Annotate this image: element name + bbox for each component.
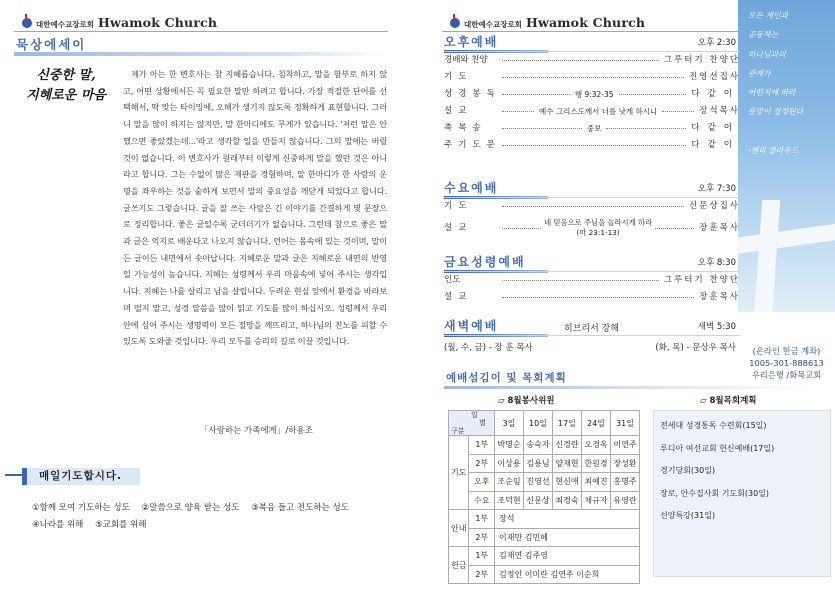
dotted-leader [606,128,686,129]
church-logo-icon [450,18,460,28]
dawn-leader-tt: (화, 목) - 문상우 목사 [655,343,736,353]
cross-icon [754,200,780,312]
service-row [444,86,740,103]
dawn-subtitle: 히브리서 강해 [564,324,620,334]
duty-group: 기도 [449,436,469,510]
service-row-label: 설교 [444,222,473,233]
plan-item: 장로, 안수집사회 기도회(30일) [660,488,770,498]
header-divider [14,31,388,32]
service-title: 오후예배 [444,35,499,49]
service-time: 오후 2:30 [697,38,736,48]
duty-cell-span: 김정인 이미란 김연주 이순희 [495,565,640,584]
meditation-body: 제가 아는 한 변호사는 참 지혜롭습니다. 침착하고, 말을 함부로 하지 않고, 어떤 상황에서든 꼭 필요한 말만 하려고 합니다. 가장 적절한 단어를 선택해서, 딱 맞는 타이밍에, 오해가 생기지 않도록 정확하게 표현합니다. 그러니 말을 많이 하지는 않지만, 말 한마디에도 무게가 있습니다. '저런 말은 안 했으면 좋았겠는데...'라고 생각할 일을 만들지 않습니다. 그의 말에는 버릴 것이 없습니다. 이 변호사가 원래부터 이렇게 신중하게 말을 했던 것은 아니라고 합니다. 그는 수없이 많은 재판을 경험하며, 말 한마디가 한 사람의 운명을 좌우하는 것을 숱하게 보면서 말의 중요성을 깨닫게 되었다고 합니다. 글쓰기도 그렇습니다. 글을 잘 쓰는 사람은 긴 이야기를 간결하게 몇 문장으로 정리합니다. 좋은 글일수록 군더더기가 없습니다. 그런데 참으로 좋은 말과 글은 억지로 배운다고 나오지 않습니다. 언어는 몸속에 있는 것이며, 말이든 글이든 내면에서 솟아납니다. 지혜로운 말과 글은 지혜로운 내면의 반영일 가능성이 높습니다. 지혜는 성령께서 우리 마음속에 넣어 주시는 생각입니다. 지혜는 나를 살리고 남을 살립니다. 두려운 현실 앞에서 환경을 바라보며 떨지 말고, 성경 말씀을 많이 읽고 기도를 많이 하십시오. 성령께서 우리 안에 심어 주시는 생명력이 모든 절망을 깨뜨리고, 하나님의 진노를 피할 수 있도록 도와줄 것입니다. 우리 모두를 승리의 길로 이끌 것입니다. [123,69,387,347]
service-row-label: 축복송 [444,123,487,133]
duty-cell: 최예진 [582,473,611,492]
prayer-item: ③복음 들고 전도하는 성도 [251,503,349,513]
dotted-leader [502,145,686,146]
duty-subgroup: 2부 [469,565,495,584]
duty-cell: 장성환 [611,454,640,473]
service-row-leader: 다같이 [691,89,740,99]
prayer-item: ①함께 모여 기도하는 성도 [32,503,130,513]
church-header-right [450,12,645,30]
service-time: 오후 7:30 [697,184,736,194]
sermon-title: 네 믿음으로 주님을 놀라시게 하라 [544,218,653,227]
service-row [444,289,740,306]
service-block [444,180,740,241]
plan-item: 루디아 여선교회 헌신예배(17일) [660,443,775,453]
notice-title: 예배섬김이 및 목회계획 [446,372,567,384]
quote-line: 어떤지에 따라 [748,88,796,98]
duty-cell: 홍명주 [611,473,640,492]
service-row [444,215,740,241]
duty-subgroup: 수요 [469,491,495,510]
quote-line: 하나님과의 [748,49,786,59]
service-row-leader: 다같이 [691,140,740,150]
section-bar [14,52,388,56]
document-icon: ▱ [700,396,707,406]
service-time: 오후 8:30 [697,258,736,268]
service-row [444,103,740,120]
date-header: 17일 [553,411,582,436]
service-row [444,137,740,154]
dawn-leader-mwf: (월, 수, 금) - 장 훈 목사 [444,343,533,353]
quote-line: 모든 계인과 [748,11,789,20]
service-row-leader: 진영선집사 [688,72,740,82]
duty-cell: 유영란 [611,491,640,510]
meditation-source: 「사랑하는 가족에게」/하용조 [200,426,313,436]
dotted-leader [662,111,694,112]
service-row-detail [544,218,652,238]
service-row [444,120,740,137]
meditation-title [26,66,106,106]
date-header: 24일 [582,411,611,436]
duty-cell: 송숙자 [524,436,553,455]
service-row-leader: 그루터기 찬양단 [663,55,740,65]
quote-line [748,122,834,141]
denomination-label: 대한예수교장로회 [464,20,522,29]
dawn-service [444,318,740,336]
prayer-list [32,500,392,534]
dotted-leader [502,297,694,298]
sermon-reference: (마 23:1-13) [576,228,620,237]
prayer-item: ④나라를 위해 [32,520,84,530]
service-row-label: 기도 [444,201,473,211]
service-row-leader: 장훈목사 [699,222,741,233]
dotted-leader [502,206,684,207]
service-row-label: 성경봉독 [444,89,501,99]
duty-subgroup: 1부 [469,510,495,529]
dotted-leader [502,128,582,129]
duty-table [448,410,640,584]
service-title: 수요예배 [444,181,499,195]
church-header [22,12,217,30]
service-row-label: 기도 [444,72,473,82]
service-row [444,52,740,69]
dotted-leader [502,94,570,95]
bank-name: 우리은행 /화목교회 [751,370,822,380]
dotted-leader [502,111,534,112]
duty-title [498,394,555,406]
duty-subgroup: 2부 [469,454,495,473]
duty-cell: 조덕현 [495,491,524,510]
duty-cell: 신문상 [524,491,553,510]
duty-subgroup: 1부 [469,547,495,566]
duty-cell: 최경숙 [553,491,582,510]
right-page [428,0,835,590]
dotted-leader [502,60,659,61]
meditation-title-line-1: 신중한 말, [36,68,96,83]
service-row-label: 인도 [444,275,461,285]
dotted-leader [502,280,659,281]
date-header: 31일 [611,411,640,436]
header-separator: 별 [479,419,486,427]
online-offering [738,345,835,381]
dawn-service-title: 새벽예배 [444,319,499,333]
dotted-leader [502,77,684,78]
service-block [444,34,740,154]
dotted-leader [619,94,687,95]
service-row [444,198,740,215]
meditation-title-line-2: 지혜로운 마음 [26,88,106,103]
duty-cell: 양재현 [553,454,582,473]
service-row-label: 설교 [444,292,473,302]
quote-line: 관계가 [748,68,771,78]
service-row [444,272,740,289]
duty-cell: 조순임 [495,473,524,492]
service-row-leader: 그루터기 찬양단 [663,275,740,285]
cross-beam [738,224,835,257]
service-row-leader: 신문상집사 [688,201,740,211]
prayer-item: ⑤교회를 위해 [95,520,147,530]
duty-cell: 이연주 [611,436,640,455]
service-bar-line [444,335,740,336]
service-row-detail: 예수 그리스도께서 너를 낫게 하시니 [538,107,658,116]
date-header: 10일 [524,411,553,436]
service-row-label: 경배와 찬양 [444,55,488,65]
duty-group: 안내 [449,510,469,547]
prayer-item: ②말씀으로 양육 받는 성도 [141,503,240,513]
header-divider [442,31,738,32]
dotted-leader [655,228,694,229]
duty-cell: 채규자 [582,491,611,510]
service-row-leader: 다같이 [691,123,741,133]
daily-prayer-title: 매일기도합시다. [22,468,140,485]
duty-cell-span: 이재만 김민혜 [495,528,640,547]
account-number: 1005-301-888613 [749,358,824,368]
service-block [444,254,740,306]
duty-cell: 신경란 [553,436,582,455]
plan-item: 전세대 성경통독 수련회(15일) [660,421,767,430]
table-corner-header [449,411,495,436]
duty-group: 헌금 [449,547,469,584]
denomination-label: 대한예수교장로회 [36,20,94,29]
church-name: Hwamok Church [525,15,646,30]
service-row [444,69,740,86]
duty-title-text: 8월봉사위원 [507,396,555,406]
duty-cell: 진영선 [524,473,553,492]
duty-subgroup: 2부 [469,528,495,547]
duty-cell: 박명순 [495,436,524,455]
church-logo-icon [22,18,32,28]
plan-title-text: 8월목회계획 [709,396,757,406]
service-row-leader: 장석목사 [699,106,741,116]
service-row-leader: 장훈목사 [699,292,740,302]
duty-cell: 김용님 [524,454,553,473]
duty-subgroup: 오후 [469,473,495,492]
dawn-leaders [444,340,740,357]
service-title: 금요성령예배 [444,255,526,269]
header-category: 구분 [451,427,465,435]
duty-cell: 한원경 [582,454,611,473]
duty-cell-span: 장석 [495,510,640,529]
meditation-section-title: 묵상에세이 [16,37,87,52]
online-offering-title: (온라인 헌금 계좌) [752,346,821,356]
service-row-detail: 중보 [586,124,602,133]
quote-line: 공동체는 [748,30,779,40]
quote-line: -헨리 클라우드 [748,146,799,156]
plan-item: 경기당회(30일) [660,466,716,475]
header-day: 일 [471,411,478,419]
service-row-label: 주기도문 [444,140,501,150]
plan-title [700,394,757,406]
dawn-time: 새벽 5:30 [697,322,736,332]
plan-item: 선양특강(31일) [660,511,716,520]
duty-cell-span: 김재연 김주영 [495,547,640,566]
duty-cell: 오경옥 [582,436,611,455]
church-name: Hwamok Church [97,15,218,30]
duty-cell: 현신애 [553,473,582,492]
duty-subgroup: 1부 [469,436,495,455]
document-icon: ▱ [498,396,505,406]
notice-bar [444,386,824,389]
quote-line: 흥망이 결정된다. [748,107,806,117]
duty-cell: 이상용 [495,454,524,473]
dotted-leader [502,228,541,229]
date-header: 3일 [495,411,524,436]
ministry-plan [653,410,831,577]
service-row-detail: 행 9:32-35 [574,90,614,99]
side-quote [748,6,834,160]
left-page [0,0,400,590]
service-row-label: 설교 [444,106,473,116]
